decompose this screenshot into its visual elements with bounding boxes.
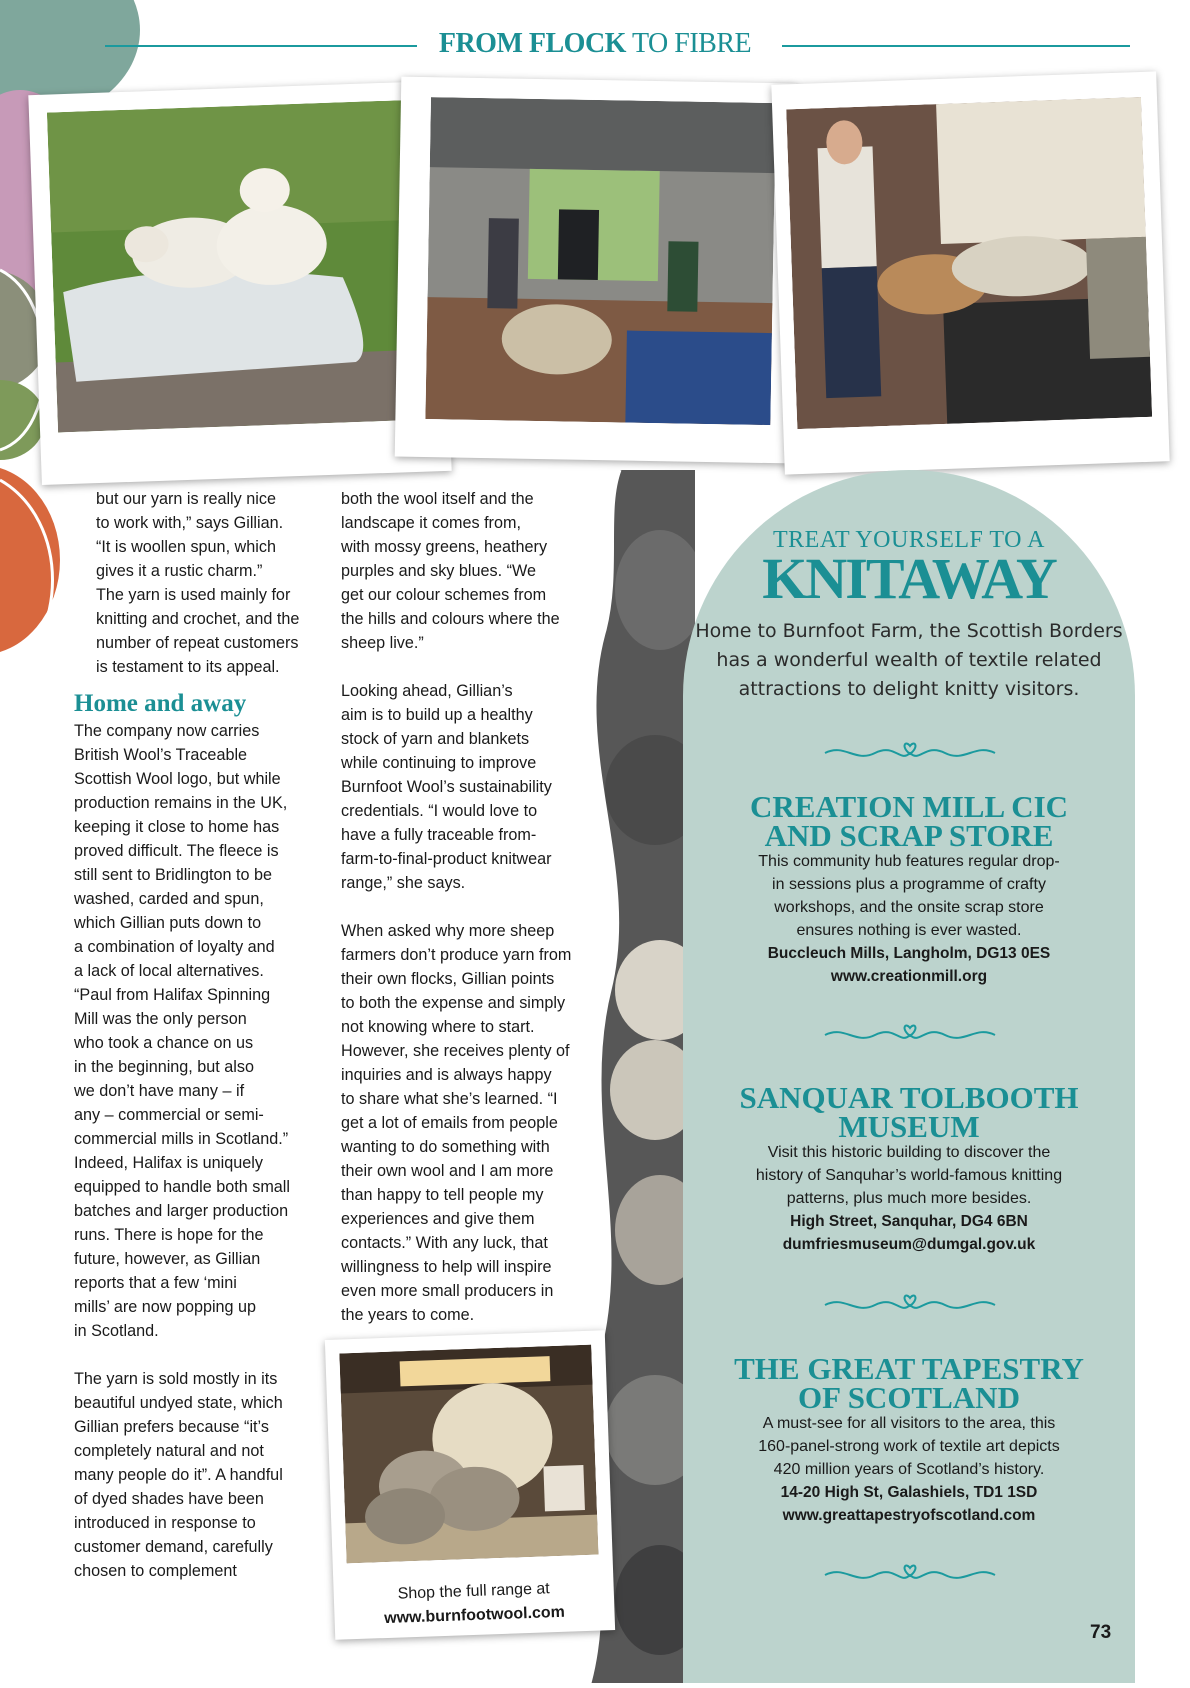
description-line: A must-see for all visitors to the area, this xyxy=(762,1415,1056,1432)
text-line: equipped to handle both small xyxy=(74,1178,290,1196)
text-line: knitting and crochet, and the xyxy=(96,610,300,628)
text-line: However, she receives plenty of xyxy=(341,1042,570,1060)
text-line: When asked why more sheep xyxy=(341,922,555,940)
text-line: Gillian prefers because “it’s xyxy=(74,1418,269,1436)
market-stall-photo xyxy=(786,97,1152,429)
text-line: still sent to Bridlington to be xyxy=(74,866,272,884)
text-line: sheep live.” xyxy=(341,634,424,652)
text-line: a lack of local alternatives. xyxy=(74,962,264,980)
shearing-photo-frame xyxy=(395,77,797,464)
text-line: farmers don’t produce yarn from xyxy=(341,946,572,964)
intro-line: has a wonderful wealth of textile related xyxy=(716,649,1102,671)
text-line: any – commercial or semi- xyxy=(74,1106,264,1124)
sidebar-kicker: TREAT YOURSELF TO A xyxy=(773,527,1045,553)
attraction-title xyxy=(683,1351,1135,1415)
text-line: their own wool and I am more xyxy=(341,1162,554,1180)
text-line: to work with,” says Gillian. xyxy=(96,514,284,532)
attraction-title-line: AND SCRAP STORE xyxy=(764,818,1054,853)
attraction-web-link[interactable]: dumfriesmuseum@dumgal.gov.uk xyxy=(782,1236,1036,1253)
column1-paragraph-2 xyxy=(74,719,324,1343)
caption-url[interactable]: www.burnfootwool.com xyxy=(383,1603,566,1628)
caption-line-1: Shop the full range at xyxy=(397,1580,551,1603)
text-line: The company now carries xyxy=(74,722,260,740)
text-line: get our colour schemes from xyxy=(341,586,547,604)
text-line: Mill was the only person xyxy=(74,1010,247,1028)
text-line: customer demand, carefully xyxy=(74,1538,273,1556)
article-column-2 xyxy=(341,487,601,1327)
sidebar-intro xyxy=(683,617,1135,704)
text-line: the years to come. xyxy=(341,1306,475,1324)
column1-paragraph-1 xyxy=(74,487,324,679)
text-line: aim is to build up a healthy xyxy=(341,706,533,724)
lambs-photo-frame xyxy=(28,81,451,485)
header-title-bold: FROM FLOCK xyxy=(438,28,626,59)
text-line: but our yarn is really nice xyxy=(96,490,276,508)
attraction-address: 14-20 High St, Galashiels, TD1 1SD xyxy=(780,1484,1038,1501)
text-line: farm-to-final-product knitwear xyxy=(341,850,552,868)
text-line: contacts.” With any luck, that xyxy=(341,1234,548,1252)
text-line: than happy to tell people my xyxy=(341,1186,544,1204)
page-number: 73 xyxy=(1090,1622,1112,1643)
text-line: Indeed, Halifax is uniquely xyxy=(74,1154,263,1172)
text-line: to both the expense and simply xyxy=(341,994,566,1012)
market-stall-photo-frame xyxy=(771,71,1169,474)
text-line: British Wool’s Traceable xyxy=(74,746,248,764)
article-column-1 xyxy=(74,487,324,1583)
text-line: range,” she says. xyxy=(341,874,466,892)
attraction-title-line: THE GREAT TAPESTRY xyxy=(734,1351,1084,1386)
divider-flourish-3 xyxy=(820,1290,1000,1320)
text-line: washed, carded and spun, xyxy=(74,890,264,908)
section-header xyxy=(0,28,1190,60)
attraction-description xyxy=(683,1141,1135,1210)
column1-paragraph-3 xyxy=(74,1367,324,1583)
text-line: the hills and colours where the xyxy=(341,610,560,628)
description-line: patterns, plus much more besides. xyxy=(786,1190,1032,1207)
text-line: of dyed shades have been xyxy=(74,1490,264,1508)
text-line: commercial mills in Scotland.” xyxy=(74,1130,289,1148)
text-line: introduced in response to xyxy=(74,1514,256,1532)
description-line: 160-panel-strong work of textile art depicts xyxy=(758,1438,1060,1455)
attraction-address: High Street, Sanquhar, DG4 6BN xyxy=(790,1213,1028,1230)
description-line: history of Sanquhar’s world-famous knitting xyxy=(755,1167,1063,1184)
text-line: purples and sky blues. “We xyxy=(341,562,536,580)
description-line: 420 million years of Scotland’s history. xyxy=(773,1461,1045,1478)
text-line: while continuing to improve xyxy=(341,754,537,772)
text-line: in Scotland. xyxy=(74,1322,159,1340)
text-line: chosen to complement xyxy=(74,1562,237,1580)
sidebar-title: KNITAWAY xyxy=(762,546,1056,611)
attraction-description xyxy=(683,1412,1135,1481)
text-line: wanting to do something with xyxy=(341,1138,550,1156)
text-line: to share what she’s learned. “I xyxy=(341,1090,558,1108)
text-line: number of repeat customers xyxy=(96,634,299,652)
attraction-web-link[interactable]: www.creationmill.org xyxy=(830,968,988,985)
header-title-rest: TO FIBRE xyxy=(631,28,752,59)
text-line: credentials. “I would love to xyxy=(341,802,538,820)
column2-paragraph-3 xyxy=(341,919,601,1327)
text-line: willingness to help will inspire xyxy=(341,1258,552,1276)
attraction-title-line: SANQUAR TOLBOOTH xyxy=(739,1080,1079,1115)
subhead-home-and-away: Home and away xyxy=(74,690,247,717)
text-line: Scottish Wool logo, but while xyxy=(74,770,281,788)
divider-flourish-4 xyxy=(820,1560,1000,1590)
shearing-photo xyxy=(425,97,776,425)
attraction-creation-mill xyxy=(683,789,1135,988)
text-line: inquiries and is always happy xyxy=(341,1066,552,1084)
lambs-photo xyxy=(47,100,432,433)
text-line: future, however, as Gillian xyxy=(74,1250,261,1268)
text-line: even more small producers in xyxy=(341,1282,554,1300)
text-line: who took a chance on us xyxy=(74,1034,254,1052)
text-line: with mossy greens, heathery xyxy=(341,538,548,556)
divider-flourish-1 xyxy=(820,738,1000,768)
text-line: mills’ are now popping up xyxy=(74,1298,257,1316)
divider-flourish-2 xyxy=(820,1020,1000,1050)
text-line: their own flocks, Gillian points xyxy=(341,970,555,988)
description-line: in sessions plus a programme of crafty xyxy=(772,876,1046,893)
text-line: experiences and give them xyxy=(341,1210,535,1228)
text-line: The yarn is used mainly for xyxy=(96,586,291,604)
attraction-title-line: MUSEUM xyxy=(838,1109,980,1144)
text-line: completely natural and not xyxy=(74,1442,264,1460)
text-line: “Paul from Halifax Spinning xyxy=(74,986,271,1004)
text-line: production remains in the UK, xyxy=(74,794,288,812)
attraction-description xyxy=(683,850,1135,942)
text-line: “It is woollen spun, which xyxy=(96,538,276,556)
description-line: This community hub features regular drop- xyxy=(758,853,1060,870)
text-line: landscape it comes from, xyxy=(341,514,521,532)
text-line: a combination of loyalty and xyxy=(74,938,275,956)
intro-line: Home to Burnfoot Farm, the Scottish Borders xyxy=(695,620,1123,642)
text-line: proved difficult. The fleece is xyxy=(74,842,279,860)
text-line: is testament to its appeal. xyxy=(96,658,280,676)
text-line: stock of yarn and blankets xyxy=(341,730,530,748)
text-line: keeping it close to home has xyxy=(74,818,280,836)
text-line: runs. There is hope for the xyxy=(74,1226,264,1244)
text-line: Looking ahead, Gillian’s xyxy=(341,682,513,700)
text-line: many people do it”. A handful xyxy=(74,1466,283,1484)
intro-line: attractions to delight knitty visitors. xyxy=(738,678,1080,700)
text-line: batches and larger production xyxy=(74,1202,289,1220)
attraction-web-link[interactable]: www.greattapestryofscotland.com xyxy=(782,1507,1036,1524)
attraction-title xyxy=(683,789,1135,853)
description-line: Visit this historic building to discover the xyxy=(767,1144,1051,1161)
attraction-sanquhar-tolbooth xyxy=(683,1080,1135,1256)
text-line: get a lot of emails from people xyxy=(341,1114,558,1132)
photo-caption xyxy=(333,1575,615,1633)
column2-paragraph-1 xyxy=(341,487,601,655)
description-line: workshops, and the onsite scrap store xyxy=(774,899,1044,916)
text-line: not knowing where to start. xyxy=(341,1018,535,1036)
text-line: reports that a few ‘mini xyxy=(74,1274,237,1292)
attraction-title-line: OF SCOTLAND xyxy=(798,1380,1020,1415)
text-line: Burnfoot Wool’s sustainability xyxy=(341,778,552,796)
attraction-title xyxy=(683,1080,1135,1144)
text-line: in the beginning, but also xyxy=(74,1058,254,1076)
attraction-great-tapestry xyxy=(683,1351,1135,1527)
attraction-address: Buccleuch Mills, Langholm, DG13 0ES xyxy=(767,945,1051,962)
yarn-balls-photo-frame xyxy=(325,1330,615,1640)
text-line: The yarn is sold mostly in its xyxy=(74,1370,278,1388)
yarn-balls-photo xyxy=(339,1345,598,1564)
text-line: have a fully traceable from- xyxy=(341,826,537,844)
text-line: gives it a rustic charm.” xyxy=(96,562,263,580)
description-line: ensures nothing is ever wasted. xyxy=(796,922,1022,939)
text-line: both the wool itself and the xyxy=(341,490,534,508)
text-line: beautiful undyed state, which xyxy=(74,1394,283,1412)
text-line: which Gillian puts down to xyxy=(74,914,262,932)
text-line: we don’t have many – if xyxy=(74,1082,245,1100)
attraction-title-line: CREATION MILL CIC xyxy=(749,789,1069,824)
column2-paragraph-2 xyxy=(341,679,601,895)
